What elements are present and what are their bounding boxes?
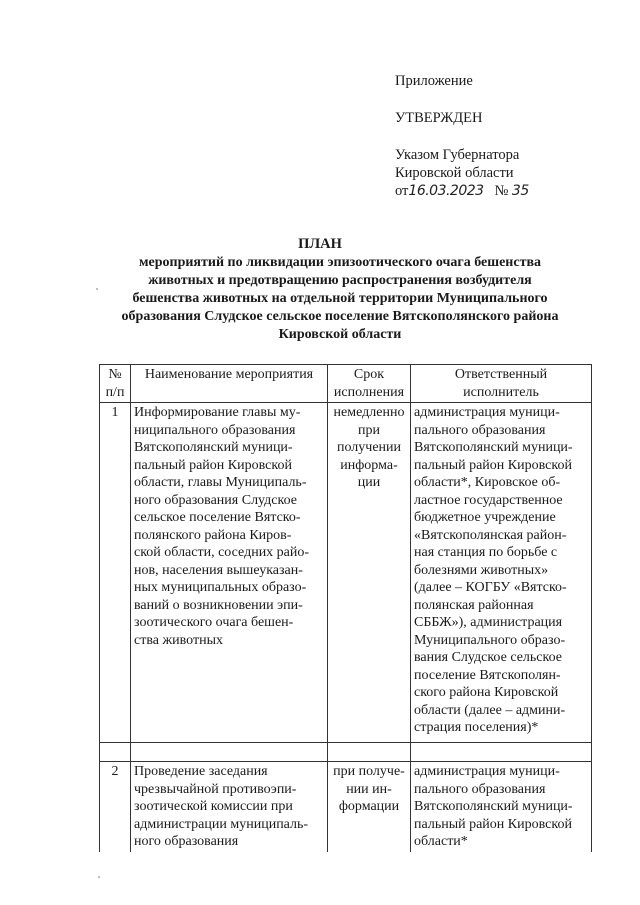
appendix-label: Приложение — [395, 73, 473, 89]
plan-title: ПЛАН — [298, 236, 342, 252]
cell-text-line: пальный район Кировской — [134, 457, 292, 473]
cell-text-line: пального образования — [414, 781, 546, 797]
cell-text-line: «Вятскополянская район- — [414, 527, 567, 543]
cell-text-line: ных муниципальных образо- — [134, 580, 307, 595]
decree-date-number — [395, 182, 529, 200]
cell-text-line: полянская районная — [414, 597, 534, 613]
number-prefix: № — [494, 183, 509, 199]
cell-text-line: области (далее – админи- — [414, 702, 566, 718]
cell-text-line: ской области, соседних райо- — [134, 545, 310, 560]
cell-text-line: ная станция по борьбе с — [414, 545, 558, 560]
cell-text-line: информа- — [340, 457, 398, 473]
cell-text-line: пальный район Кировской — [414, 816, 572, 832]
scan-speck — [96, 288, 98, 290]
handwritten-date: 16.03.2023 — [408, 183, 484, 199]
cell-text-line: нии ин- — [346, 781, 392, 797]
row-term — [328, 403, 411, 743]
cell-text-line: при получе- — [333, 764, 405, 779]
cell-text-line: администрации муниципаль- — [134, 816, 309, 832]
cell-text-line: ластное государственное — [414, 492, 563, 508]
cell-text-line: ства животных — [134, 632, 223, 648]
table-row — [100, 403, 592, 743]
cell-text-line: п/п — [105, 384, 125, 400]
subtitle-line: мероприятий по ликвидации эпизоотического очага бешенства — [138, 255, 542, 270]
cell-text-line: бюджетное учреждение — [414, 510, 556, 525]
cell-text-line: области* — [414, 834, 468, 849]
cell-text-line: поселение Вятскополян- — [414, 667, 561, 683]
cell-text-line: ваний о возникновении эпи- — [134, 597, 303, 613]
row-term — [328, 762, 411, 852]
cell-text-line: зоотической комиссии при — [134, 799, 293, 814]
approval-block — [395, 72, 529, 200]
cell-text-line: области, главы Муниципаль- — [134, 475, 307, 490]
row-responsible — [411, 762, 592, 852]
table-row — [100, 762, 592, 852]
subtitle-line: Кировской области — [278, 327, 402, 342]
cell-text-line: страция поселения)* — [414, 720, 539, 735]
header-num — [100, 365, 131, 403]
cell-text-line: ского района Кировской — [414, 685, 559, 700]
cell-text-line: ниципального образования — [134, 422, 296, 438]
cell-text-line: зоотического очага бешен- — [134, 615, 294, 630]
cell-text-line: администрация муници- — [414, 405, 560, 420]
cell-text-line: области*, Кировское об- — [414, 475, 561, 490]
row-number: 1 — [100, 403, 131, 743]
handwritten-number: 35 — [511, 183, 529, 199]
decree-line-1: Указом Губернатора — [395, 147, 520, 163]
cell-text-line: исполнения — [333, 384, 405, 400]
cell-text-line: сельское поселение Вятско- — [134, 510, 301, 525]
decree-line-2: Кировской области — [395, 165, 514, 181]
cell-text-line: вания Слудское сельское — [414, 650, 562, 665]
subtitle-line: бешенства животных на отдельной территории Муниципального — [132, 291, 548, 306]
cell-text-line: Вятскополянский муници- — [414, 799, 573, 814]
cell-text-line: пальный район Кировской — [414, 457, 572, 473]
row-measure-name — [131, 762, 328, 852]
subtitle-line: животных и предотвращению распространения возбудителя — [148, 273, 532, 288]
cell-text-line: исполнитель — [463, 384, 539, 400]
date-prefix: от — [395, 183, 409, 199]
measures-table — [99, 364, 592, 852]
cell-text-line: СББЖ»), администрация — [414, 615, 563, 630]
header-name — [131, 365, 328, 403]
cell-text-line: Муниципального образо- — [414, 632, 566, 648]
plan-subtitle — [100, 254, 580, 344]
cell-text-line: Наименование мероприятия — [144, 367, 314, 382]
cell-text-line: Информирование главы му- — [134, 405, 301, 420]
cell-text-line: чрезвычайной противоэпи- — [134, 781, 297, 797]
row-responsible — [411, 403, 592, 743]
cell-text-line: ции — [357, 475, 381, 490]
cell-text-line: нов, населения вышеуказан- — [134, 562, 303, 578]
cell-text-line: болезнями животных» — [414, 562, 549, 578]
cell-text-line: Проведение заседания — [134, 764, 268, 779]
cell-text-line: Срок — [353, 367, 385, 382]
approved-label: УТВЕРЖДЕН — [395, 110, 483, 126]
cell-text-line: Ответственный — [454, 367, 548, 382]
header-responsible — [411, 365, 592, 403]
cell-text-line: немедленно — [333, 405, 405, 420]
subtitle-line: образования Слудское сельское поселение Вятскополянского района — [121, 309, 559, 324]
cell-text-line: Вятскополянский муници- — [134, 440, 293, 455]
cell-text-line: формации — [338, 799, 400, 814]
header-term — [328, 365, 411, 403]
row-measure-name — [131, 403, 328, 743]
scan-speck — [98, 876, 100, 878]
cell-text-line: при — [358, 422, 380, 438]
cell-text-line: ного образования Слудское — [134, 492, 297, 508]
row-number: 2 — [100, 762, 131, 852]
cell-text-line: Вятскополянский муници- — [414, 440, 573, 455]
cell-text-line: № — [108, 367, 122, 382]
table-spacer-row — [100, 743, 592, 762]
table-header-row — [100, 365, 592, 403]
cell-text-line: полянского района Киров- — [134, 527, 292, 543]
cell-text-line: пального образования — [414, 422, 546, 438]
cell-text-line: (далее – КОГБУ «Вятско- — [414, 580, 567, 595]
cell-text-line: администрация муници- — [414, 764, 560, 779]
cell-text-line: ного образования — [134, 834, 239, 849]
cell-text-line: получении — [336, 440, 402, 455]
